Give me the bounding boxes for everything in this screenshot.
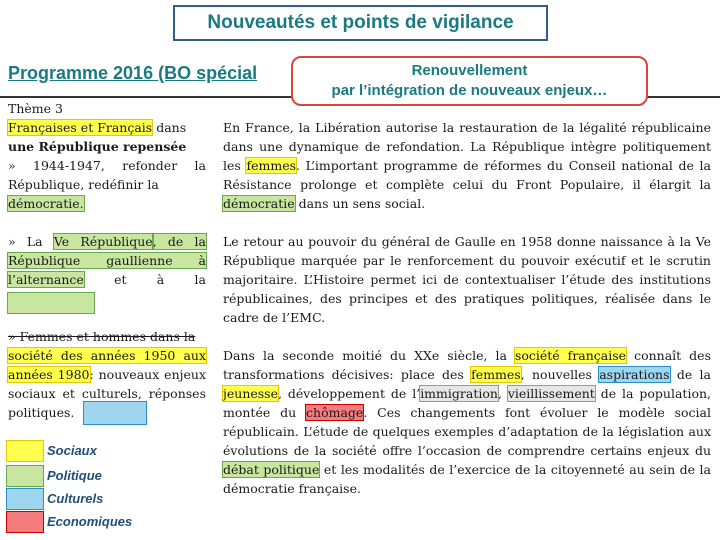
section2-right: Le retour au pouvoir du général de Gaulle en 1958 donne naissance à la Ve République marquée par le renforcement du pouvoir exécutif et le scrutin majoritaire. L’Histoire permet ici de contextualiser l’étude des institutions républicaines, des principes et des pratiques politiques, réalisée dans le cadre de l’EMC. [223,234,711,325]
section3-right: Dans la seconde moitié du XXe siècle, la société française connaît des transformations décisives: place des femmes, nouvelles aspirations de la jeunesse, développement de l’immigration, vieillissement de la population, montée du chômage. Ces changements font évoluer le modèle social républicain. L’étude de quelques exemples d’adaptation de la législation aux évolutions de la société offre l’occasion de comprendre certains enjeux du débat politique et les modalités de l’exercice de la citoyenneté au sein de la démocratie française. [223,348,712,496]
renewal-line2: par l’intégration de nouveaux enjeux… [331,82,608,99]
section1-right: En France, la Libération autorise la restauration de la légalité républicaine dans une dynamique de refondation. La République intègre politiquement les femmes. L’important programme de réformes du Conseil national de la Résistance prolonge et complète celui du Front Populaire, il élargit la démocratie dans un sens social. [223,120,711,211]
section2-left: » La Ve République, de la République gaullienne à l’alternance et à la [8,234,206,287]
legend-label-politique: Politique [47,468,102,483]
legend-label-economiques: Economiques [47,514,133,529]
renewal-line1: Renouvellement [411,62,528,79]
highlight-social: société française [514,348,627,363]
renewal-callout [291,56,648,106]
section1-left: Thème 3 Françaises et Français dans une République repensée » 1944-1947, refonder la République, redéfinir la démocratie. [8,101,206,211]
highlight-social: société des années 1950 aux années 1980 [8,348,206,382]
highlight-politique: démocratie. [8,196,84,211]
legend-label-sociaux: Sociaux [47,443,97,458]
theme-label: Thème 3 [8,101,63,116]
theme-title: une République repensée [8,139,187,154]
highlight-immigration: immigration [420,386,498,401]
highlight-social: Françaises et Français [8,120,153,135]
programme-heading: Programme 2016 (BO spécial [8,63,258,83]
highlight-social: jeunesse [223,386,278,401]
highlight-politique: Ve République [53,234,153,249]
legend-swatch-politique [6,465,44,487]
legend-swatch-economiques [6,511,44,533]
empty-culturels-box [84,402,146,424]
highlight-vieillissement: vieillissement [507,386,595,401]
highlight-culturels: aspirations [599,367,670,382]
highlight-social: femmes [246,158,297,173]
highlight-politique: débat politique [223,462,320,477]
highlight-economiques: chômage [306,405,364,420]
highlight-social: femmes [471,367,521,382]
section3-left: » Femmes et hommes dans la société des années 1950 aux années 1980: nouveaux enjeux sociaux et culturels, réponses politiques. [8,329,206,420]
legend-swatch-culturels [6,488,44,510]
empty-politique-box [8,293,94,313]
highlight-politique: démocratie [223,196,295,211]
legend-label-culturels: Culturels [47,491,104,506]
slide-title: Nouveautés et points de vigilance [173,5,548,41]
legend-swatch-sociaux [6,440,44,462]
highlight-politique: , de la République gaullienne à l’alternance [8,234,206,287]
